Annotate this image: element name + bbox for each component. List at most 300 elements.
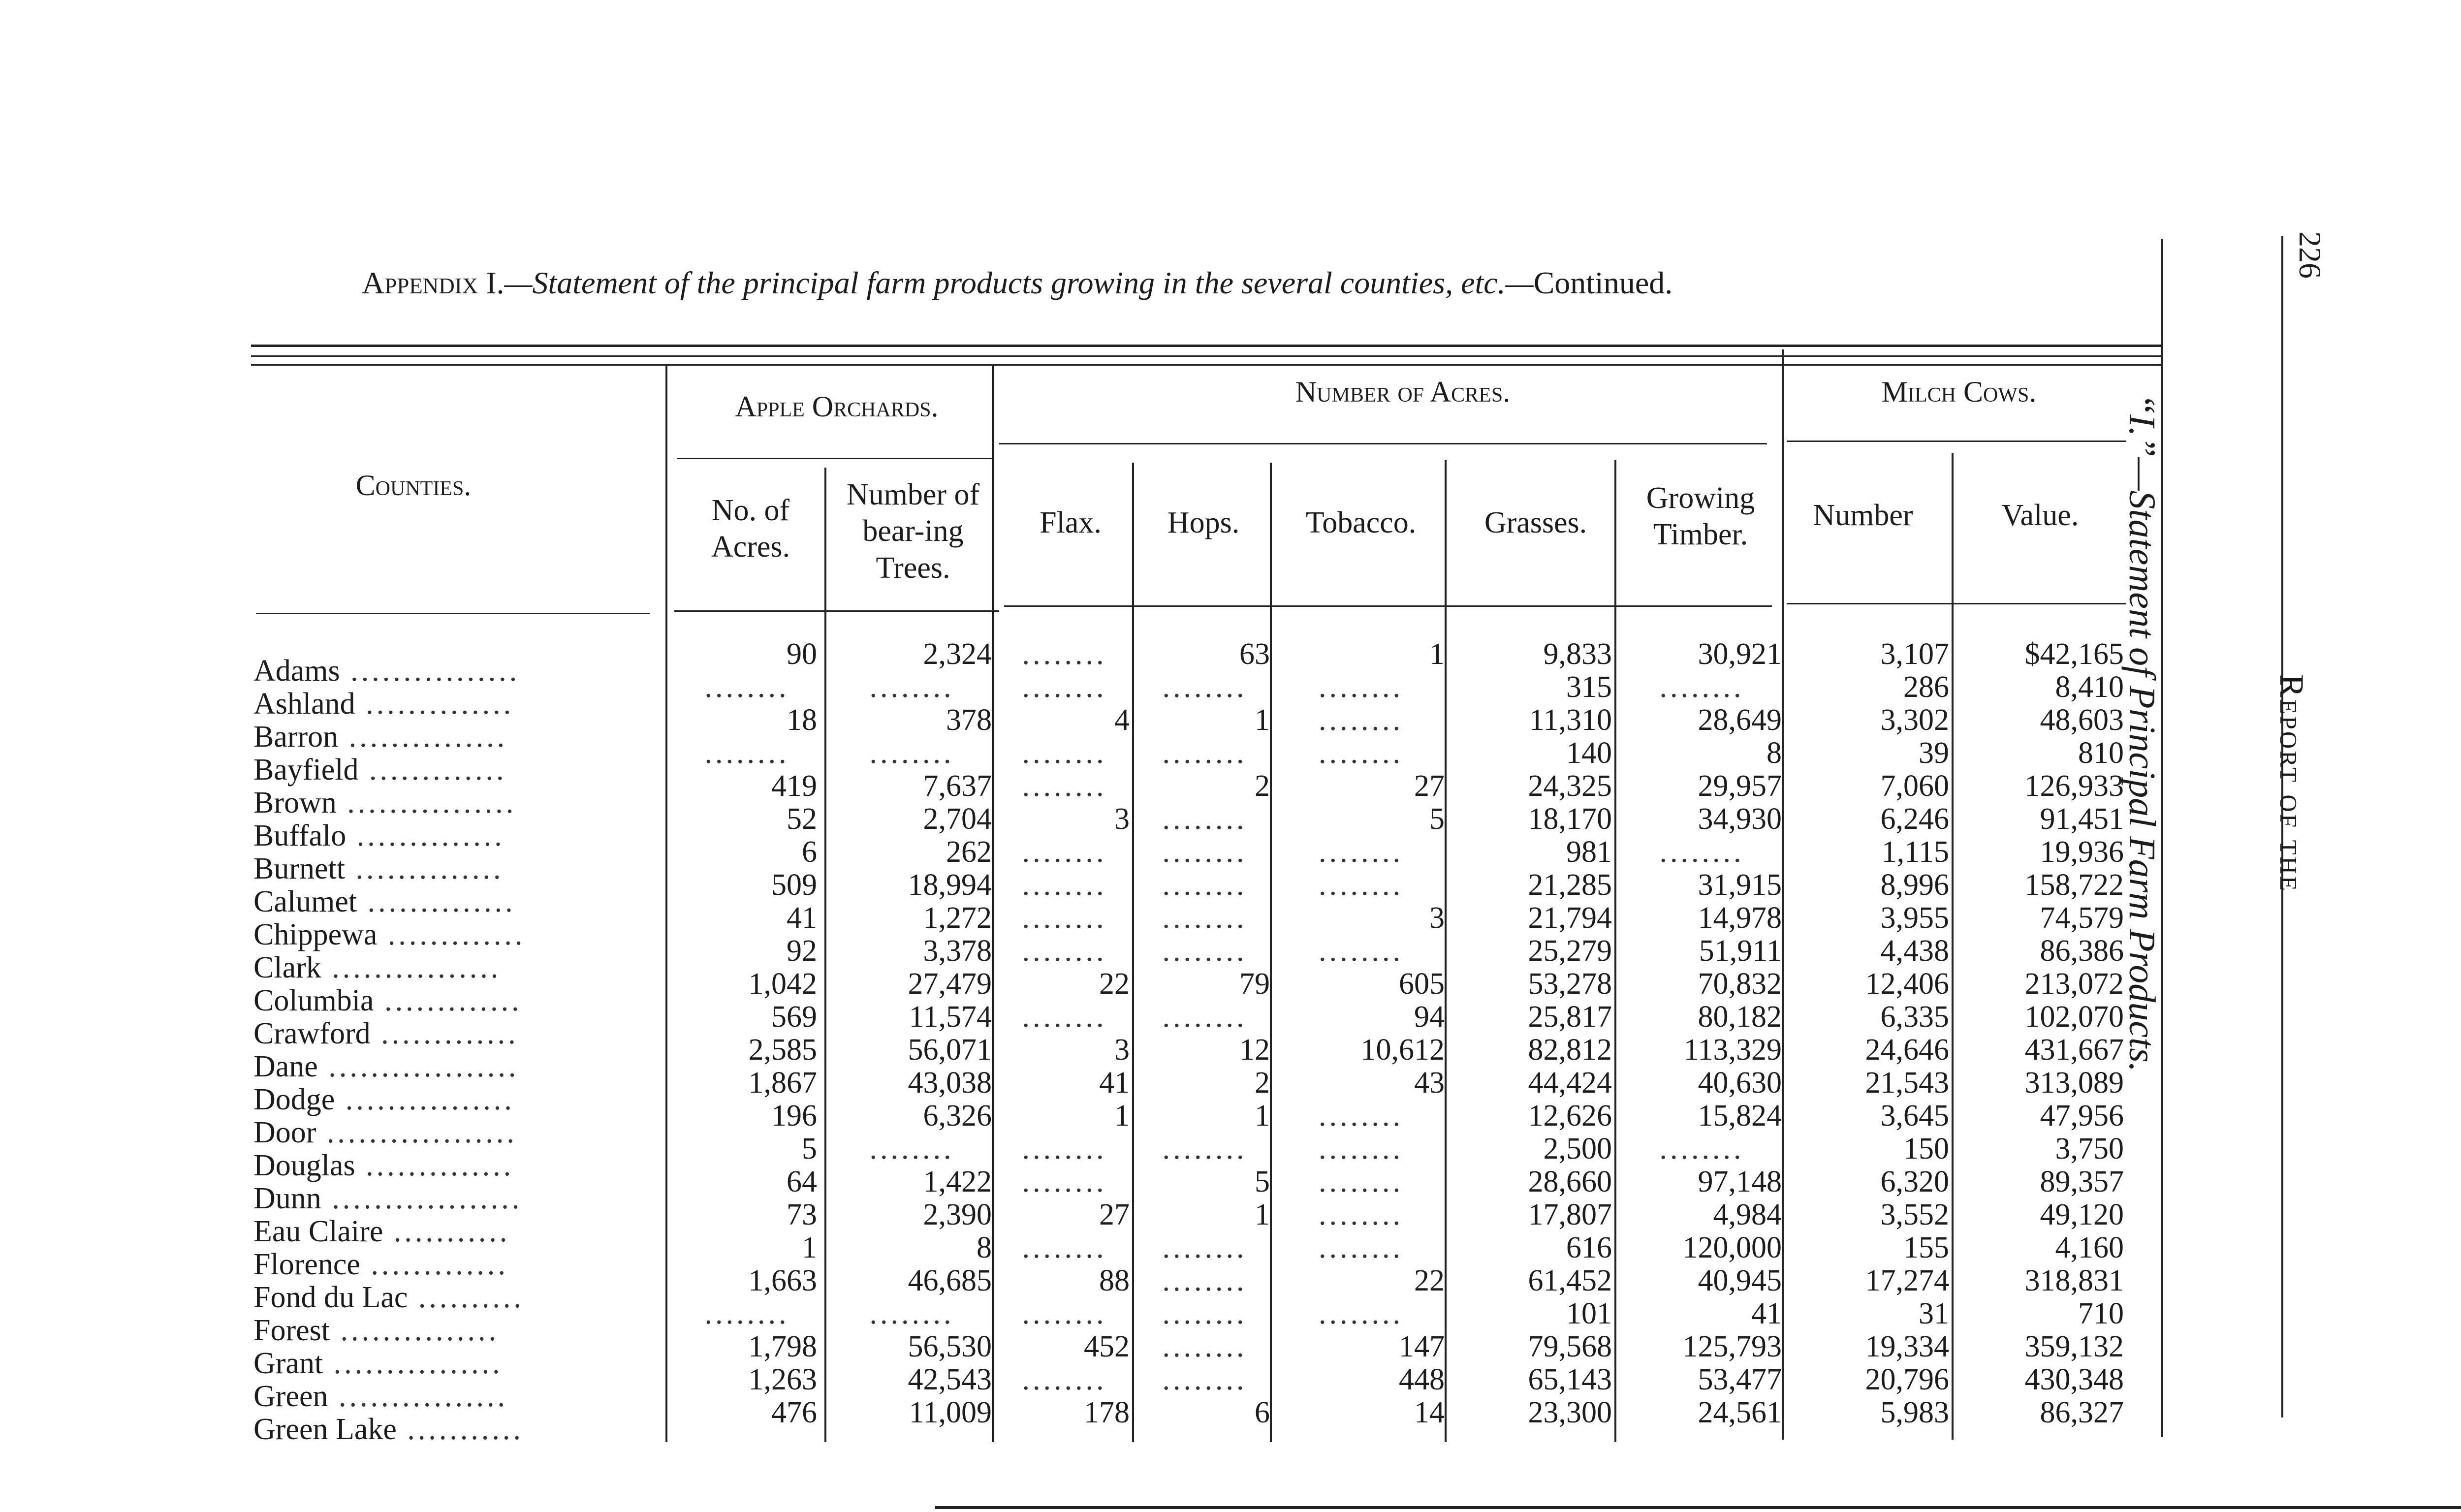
table-cell-tobacco: ........ — [1319, 934, 1403, 968]
table-cell-flax: ........ — [1022, 1132, 1107, 1166]
leader-dots: .............. — [345, 852, 504, 885]
table-cell-tobacco: ........ — [1319, 703, 1403, 737]
leader-dots: ............... — [338, 720, 508, 754]
table-cell-tobacco: ........ — [1319, 1297, 1403, 1330]
table-cell-value: 810 — [2078, 736, 2124, 770]
table-cell-grasses: 65,143 — [1528, 1363, 1612, 1396]
milch-cows-header: Milch Cows. — [1881, 376, 2037, 408]
table-cell-hops: ........ — [1162, 835, 1247, 869]
table-cell-hops: ........ — [1162, 901, 1247, 935]
table-cell-cows: 3,107 — [1880, 637, 1949, 671]
county-list — [253, 655, 525, 1446]
table-cell-value: 318,831 — [2024, 1264, 2124, 1297]
table-cell-tobacco: ........ — [1319, 868, 1403, 902]
table-cell-acres: ........ — [704, 670, 789, 704]
table-cell-timber: 113,329 — [1683, 1033, 1782, 1067]
table-cell-timber: ........ — [1659, 670, 1744, 704]
county-label: Douglas — [253, 1149, 355, 1182]
table-cell-tobacco: ........ — [1319, 1132, 1403, 1166]
table-cell-flax: 178 — [1084, 1396, 1130, 1429]
table-cell-cows: 7,060 — [1880, 769, 1949, 803]
header-bottom-rule-acres — [1004, 605, 1772, 607]
table-cell-hops: ........ — [1162, 1330, 1247, 1363]
table-cell-grasses: 44,424 — [1528, 1066, 1612, 1100]
table-cell-flax: ........ — [1022, 769, 1107, 803]
table-cell-acres: 1,042 — [748, 967, 817, 1001]
table-cell-flax: 3 — [1114, 802, 1130, 836]
top-rule — [251, 345, 2161, 347]
table-cell-value: 86,386 — [2040, 934, 2124, 968]
table-cell-grasses: 18,170 — [1528, 802, 1612, 836]
county-label: Green — [253, 1380, 328, 1413]
table-cell-trees: ........ — [869, 670, 954, 704]
col-value — [1959, 638, 2124, 1429]
table-cell-timber: 4,984 — [1713, 1198, 1782, 1231]
table-cell-cows: 3,645 — [1880, 1099, 1949, 1133]
county-label: Columbia — [253, 984, 374, 1017]
county-name — [253, 754, 525, 787]
leader-dots: ................ — [328, 1380, 508, 1413]
table-cell-hops: 6 — [1255, 1396, 1270, 1429]
cow-value-header: Value. — [2001, 499, 2079, 532]
table-caption — [362, 265, 1672, 301]
county-label: Grant — [253, 1347, 323, 1380]
table-cell-trees: ........ — [869, 1132, 954, 1166]
table-cell-tobacco: ........ — [1319, 835, 1403, 869]
table-cell-value: 126,933 — [2024, 769, 2124, 803]
table-cell-flax: 3 — [1114, 1033, 1130, 1067]
county-name — [253, 1083, 525, 1116]
table-cell-cows: 150 — [1903, 1132, 1949, 1166]
table-cell-flax: 41 — [1099, 1066, 1130, 1100]
table-cell-timber: 24,561 — [1698, 1396, 1782, 1429]
table-cell-cows: 31 — [1919, 1297, 1949, 1330]
table-cell-acres: 73 — [787, 1198, 817, 1231]
table-cell-grasses: 9,833 — [1543, 637, 1612, 671]
table-cell-value: 89,357 — [2040, 1165, 2124, 1198]
table-cell-hops: ........ — [1162, 1363, 1247, 1396]
table-cell-timber: 97,148 — [1698, 1165, 1782, 1198]
county-label: Brown — [253, 786, 337, 819]
table-cell-cows: 3,302 — [1880, 703, 1949, 737]
table-cell-hops: 1 — [1255, 1099, 1270, 1133]
table-cell-cows: 12,406 — [1865, 967, 1949, 1001]
number-of-acres-subrule — [999, 443, 1767, 444]
table-cell-grasses: 140 — [1566, 736, 1612, 770]
table-cell-cows: 6,246 — [1880, 802, 1949, 836]
table-cell-value: 158,722 — [2024, 868, 2124, 902]
county-name — [253, 1281, 525, 1314]
table-cell-acres: 1,798 — [748, 1330, 817, 1363]
county-name — [253, 688, 525, 721]
table-cell-value: 74,579 — [2040, 901, 2124, 935]
column-rule — [1782, 349, 1784, 1440]
table-cell-hops: ........ — [1162, 1264, 1247, 1297]
table-cell-cows: 3,955 — [1880, 901, 1949, 935]
leader-dots: .............. — [346, 819, 505, 852]
col-timber — [1622, 638, 1782, 1429]
county-label: Adams — [253, 654, 340, 688]
leader-dots: ................ — [323, 1347, 503, 1380]
table-cell-trees: 7,637 — [923, 769, 992, 803]
table-cell-grasses: 21,794 — [1528, 901, 1612, 935]
table-cell-grasses: 21,285 — [1528, 868, 1612, 902]
table-cell-acres: 64 — [787, 1165, 817, 1198]
table-cell-acres: 569 — [771, 1000, 817, 1034]
table-cell-flax: ........ — [1022, 934, 1107, 968]
header-bottom-rule-counties — [256, 613, 650, 614]
county-name — [253, 852, 525, 885]
county-name — [253, 819, 525, 852]
leader-dots: ................ — [335, 1083, 515, 1116]
table-cell-flax: 88 — [1099, 1264, 1130, 1297]
top-rule-third — [251, 364, 2161, 366]
table-cell-acres: 6 — [802, 835, 817, 869]
table-cell-cows: 17,274 — [1865, 1264, 1949, 1297]
table-cell-flax: 22 — [1099, 967, 1130, 1001]
table-cell-value: $42,165 — [2024, 637, 2124, 671]
table-cell-timber: ........ — [1659, 835, 1744, 869]
county-label: Florence — [253, 1248, 360, 1281]
county-label: Door — [253, 1116, 316, 1149]
county-name — [253, 885, 525, 918]
table-cell-timber: 70,832 — [1698, 967, 1782, 1001]
table-cell-timber: 80,182 — [1698, 1000, 1782, 1034]
county-name — [253, 918, 525, 951]
table-cell-tobacco: 10,612 — [1360, 1033, 1445, 1067]
leader-dots: ............. — [370, 1017, 519, 1050]
table-cell-trees: 11,574 — [909, 1000, 992, 1034]
table-cell-grasses: 11,310 — [1529, 703, 1612, 737]
bearing-trees-header: Number of bear-ing Trees. — [846, 478, 980, 585]
col-tobacco — [1277, 638, 1445, 1429]
table-cell-grasses: 79,568 — [1528, 1330, 1612, 1363]
leader-dots: ................ — [340, 654, 520, 688]
apple-orchards-subrule — [677, 458, 992, 459]
leader-dots: ................ — [321, 951, 502, 984]
leader-dots: .............. — [357, 885, 516, 918]
table-cell-hops: 79 — [1239, 967, 1270, 1001]
col-cows — [1792, 638, 1949, 1429]
table-cell-acres: 1 — [802, 1231, 817, 1264]
growing-timber-header: Growing Timber. — [1646, 481, 1755, 552]
leader-dots: .............. — [355, 1149, 514, 1182]
table-cell-timber: 53,477 — [1698, 1363, 1782, 1396]
table-cell-trees: ........ — [869, 1297, 954, 1330]
table-cell-grasses: 315 — [1566, 670, 1612, 704]
table-cell-timber: 31,915 — [1698, 868, 1782, 902]
table-cell-acres: 509 — [771, 868, 817, 902]
table-cell-hops: ........ — [1162, 1231, 1247, 1264]
table-cell-value: 431,667 — [2024, 1033, 2124, 1067]
table-cell-hops: 1 — [1255, 703, 1270, 737]
table-cell-flax: ........ — [1022, 1297, 1107, 1330]
table-cell-timber: 120,000 — [1682, 1231, 1782, 1264]
table-cell-trees: 2,324 — [923, 637, 992, 671]
table-cell-timber: 51,911 — [1699, 934, 1782, 968]
table-cell-value: 91,451 — [2040, 802, 2124, 836]
table-cell-acres: ........ — [704, 736, 789, 770]
county-name — [253, 787, 525, 819]
county-label: Chippewa — [253, 918, 378, 951]
table-cell-timber: 28,649 — [1698, 703, 1782, 737]
column-rule — [1614, 460, 1616, 1442]
county-label: Crawford — [253, 1017, 371, 1050]
column-rule — [1132, 463, 1134, 1442]
table-cell-tobacco: 5 — [1429, 802, 1445, 836]
table-cell-cows: 20,796 — [1865, 1363, 1949, 1396]
table-cell-value: 359,132 — [2024, 1330, 2124, 1363]
table-cell-flax: ........ — [1022, 637, 1107, 671]
table-cell-grasses: 2,500 — [1543, 1132, 1612, 1166]
county-label: Calumet — [253, 885, 357, 918]
county-name — [253, 1380, 525, 1413]
county-name — [253, 1050, 525, 1083]
county-label: Green Lake — [253, 1413, 397, 1446]
table-cell-trees: 262 — [946, 835, 992, 869]
table-cell-trees: 2,704 — [923, 802, 992, 836]
table-cell-value: 102,070 — [2024, 1000, 2124, 1034]
table-cell-grasses: 12,626 — [1528, 1099, 1612, 1133]
table-cell-timber: 34,930 — [1698, 802, 1782, 836]
table-cell-timber: 30,921 — [1698, 637, 1782, 671]
col-hops — [1139, 638, 1270, 1429]
table-cell-value: 48,603 — [2040, 703, 2124, 737]
col-trees — [832, 638, 992, 1429]
table-cell-hops: 63 — [1239, 637, 1270, 671]
table-cell-acres: 41 — [787, 901, 817, 935]
table-cell-cows: 21,543 — [1865, 1066, 1949, 1100]
table-cell-flax: 27 — [1099, 1198, 1130, 1231]
page-number: 226 — [2293, 231, 2328, 279]
table-cell-grasses: 616 — [1566, 1231, 1612, 1264]
column-rule — [992, 364, 994, 1442]
table-cell-value: 4,160 — [2055, 1231, 2124, 1264]
table-cell-tobacco: 605 — [1399, 967, 1445, 1001]
table-cell-timber: 8 — [1767, 736, 1782, 770]
county-label: Forest — [253, 1314, 330, 1347]
number-of-acres-header: Number of Acres. — [1295, 376, 1511, 408]
county-label: Barron — [253, 720, 339, 754]
table-cell-acres: 1,867 — [748, 1066, 817, 1100]
no-of-acres-header: No. of Acres. — [711, 494, 790, 564]
county-name — [253, 1017, 525, 1050]
table-cell-cows: 19,334 — [1865, 1330, 1949, 1363]
table-cell-acres: 1,263 — [748, 1363, 817, 1396]
table-cell-tobacco: 22 — [1414, 1264, 1445, 1297]
county-name — [253, 1149, 525, 1182]
table-cell-hops: ........ — [1162, 1297, 1247, 1330]
table-cell-tobacco: 94 — [1414, 1000, 1445, 1034]
table-cell-flax: 452 — [1084, 1330, 1130, 1363]
county-name — [253, 951, 525, 984]
table-cell-grasses: 82,812 — [1528, 1033, 1612, 1067]
table-cell-trees: 56,071 — [908, 1033, 992, 1067]
header-bottom-rule-apple — [674, 610, 999, 612]
leader-dots: .................. — [321, 1182, 523, 1215]
table-cell-trees: 1,272 — [923, 901, 992, 935]
county-label: Clark — [253, 951, 321, 984]
table-cell-grasses: 53,278 — [1528, 967, 1612, 1001]
table-cell-value: 8,410 — [2055, 670, 2124, 704]
table-cell-trees: 1,422 — [923, 1165, 992, 1198]
table-cell-timber: 40,945 — [1698, 1264, 1782, 1297]
county-label: Ashland — [253, 687, 355, 721]
county-label: Bayfield — [253, 753, 359, 787]
table-cell-cows: 39 — [1919, 736, 1949, 770]
table-cell-cows: 24,646 — [1865, 1033, 1949, 1067]
table-cell-cows: 4,438 — [1880, 934, 1949, 968]
leader-dots: ........... — [383, 1215, 510, 1248]
county-name — [253, 1347, 525, 1380]
county-name — [253, 1182, 525, 1215]
table-cell-tobacco: 147 — [1399, 1330, 1445, 1363]
table-cell-timber: 29,957 — [1698, 769, 1782, 803]
table-cell-cows: 6,320 — [1880, 1165, 1949, 1198]
table-cell-acres: 419 — [771, 769, 817, 803]
table-cell-timber: 40,630 — [1698, 1066, 1782, 1100]
table-cell-hops: ........ — [1162, 1132, 1247, 1166]
hops-header: Hops. — [1167, 506, 1240, 539]
grasses-header: Grasses. — [1484, 506, 1587, 539]
table-cell-cows: 1,115 — [1881, 835, 1949, 869]
table-cell-cows: 3,552 — [1880, 1198, 1949, 1231]
header-bottom-rule-cows — [1787, 603, 2126, 604]
top-rule-second — [251, 355, 2161, 357]
leader-dots: ............. — [377, 918, 526, 951]
table-cell-value: 49,120 — [2040, 1198, 2124, 1231]
table-cell-flax: 1 — [1114, 1099, 1130, 1133]
table-cell-grasses: 61,452 — [1528, 1264, 1612, 1297]
column-rule — [665, 364, 667, 1442]
table-cell-value: 710 — [2078, 1297, 2124, 1330]
table-cell-acres: 90 — [787, 637, 817, 671]
tobacco-header: Tobacco. — [1305, 506, 1417, 539]
table-cell-tobacco: ........ — [1319, 1198, 1403, 1231]
table-cell-tobacco: 3 — [1429, 901, 1445, 935]
table-cell-flax: ........ — [1022, 1165, 1107, 1198]
table-cell-flax: ........ — [1022, 901, 1107, 935]
table-cell-acres: 92 — [787, 934, 817, 968]
county-label: Dunn — [253, 1182, 321, 1215]
table-cell-flax: ........ — [1022, 1231, 1107, 1264]
table-cell-trees: 27,479 — [908, 967, 992, 1001]
county-label: Burnett — [253, 852, 345, 885]
county-label: Buffalo — [253, 819, 347, 852]
table-cell-acres: 2,585 — [748, 1033, 817, 1067]
table-cell-trees: 42,543 — [908, 1363, 992, 1396]
table-cell-flax: ........ — [1022, 868, 1107, 902]
counties-header: Counties. — [355, 469, 472, 502]
table-cell-trees: 18,994 — [908, 868, 992, 902]
table-cell-value: 313,089 — [2024, 1066, 2124, 1100]
table-cell-tobacco: ........ — [1319, 736, 1403, 770]
table-cell-value: 19,936 — [2040, 835, 2124, 869]
cow-number-header: Number — [1813, 499, 1913, 532]
leader-dots: .................. — [317, 1050, 519, 1083]
table-cell-grasses: 101 — [1566, 1297, 1612, 1330]
table-cell-trees: 378 — [946, 703, 992, 737]
table-cell-grasses: 28,660 — [1528, 1165, 1612, 1198]
table-cell-cows: 8,996 — [1880, 868, 1949, 902]
table-cell-value: 47,956 — [2040, 1099, 2124, 1133]
column-rule — [1952, 453, 1954, 1440]
running-head: Report of the — [2272, 674, 2310, 893]
county-name — [253, 984, 525, 1017]
table-cell-hops: 2 — [1255, 1066, 1270, 1100]
table-cell-grasses: 24,325 — [1528, 769, 1612, 803]
table-cell-tobacco: ........ — [1319, 1099, 1403, 1133]
table-cell-acres: 18 — [787, 703, 817, 737]
table-cell-grasses: 981 — [1566, 835, 1612, 869]
table-cell-value: 3,750 — [2055, 1132, 2124, 1166]
county-label: Dane — [253, 1050, 318, 1083]
table-cell-trees: 8 — [977, 1231, 992, 1264]
table-cell-acres: 5 — [802, 1132, 817, 1166]
table-cell-flax: ........ — [1022, 835, 1107, 869]
table-cell-tobacco: 27 — [1414, 769, 1445, 803]
table-cell-cows: 6,335 — [1880, 1000, 1949, 1034]
leader-dots: ............... — [330, 1314, 499, 1347]
leader-dots: ................ — [336, 786, 517, 819]
county-name — [253, 721, 525, 754]
column-rule — [1270, 463, 1272, 1442]
table-cell-flax: 4 — [1114, 703, 1130, 737]
table-cell-acres: 52 — [787, 802, 817, 836]
county-name — [253, 1314, 525, 1347]
county-name — [253, 1215, 525, 1248]
county-label: Dodge — [253, 1083, 335, 1116]
table-cell-grasses: 25,817 — [1528, 1000, 1612, 1034]
table-cell-tobacco: ........ — [1319, 670, 1403, 704]
table-cell-tobacco: 1 — [1429, 637, 1445, 671]
leader-dots: ............. — [360, 1248, 508, 1281]
table-cell-grasses: 25,279 — [1528, 934, 1612, 968]
table-cell-cows: 5,983 — [1880, 1396, 1949, 1429]
caption-prefix: Appendix I. — [362, 265, 505, 300]
table-cell-cows: 155 — [1903, 1231, 1949, 1264]
table-cell-trees: 56,530 — [908, 1330, 992, 1363]
table-cell-value: 86,327 — [2040, 1396, 2124, 1429]
table-cell-flax: ........ — [1022, 670, 1107, 704]
table-cell-trees: ........ — [869, 736, 954, 770]
table-cell-flax: ........ — [1022, 736, 1107, 770]
table-cell-trees: 2,390 — [923, 1198, 992, 1231]
table-cell-tobacco: 14 — [1414, 1396, 1445, 1429]
table-cell-flax: ........ — [1022, 1000, 1107, 1034]
table-cell-timber: 41 — [1751, 1297, 1782, 1330]
table-cell-timber: ........ — [1659, 1132, 1744, 1166]
table-cell-trees: 3,378 — [923, 934, 992, 968]
county-name — [253, 1116, 525, 1149]
table-cell-timber: 125,793 — [1682, 1330, 1782, 1363]
caption-text: —Statement of the principal farm products growing in the several counties, etc.— — [504, 265, 1534, 300]
milch-cows-subrule — [1787, 441, 2126, 442]
column-rule — [1445, 460, 1447, 1442]
leader-dots: ............. — [358, 753, 507, 787]
table-cell-hops: 5 — [1255, 1165, 1270, 1198]
col-flax — [999, 638, 1130, 1429]
table-cell-acres: ........ — [704, 1297, 789, 1330]
county-label: Fond du Lac — [253, 1281, 408, 1314]
table-cell-hops: ........ — [1162, 868, 1247, 902]
leader-dots: ............. — [374, 984, 522, 1017]
table-cell-acres: 1,663 — [748, 1264, 817, 1297]
county-name — [253, 1413, 525, 1446]
table-cell-tobacco: 43 — [1414, 1066, 1445, 1100]
table-cell-hops: ........ — [1162, 802, 1247, 836]
flax-header: Flax. — [1040, 506, 1102, 539]
